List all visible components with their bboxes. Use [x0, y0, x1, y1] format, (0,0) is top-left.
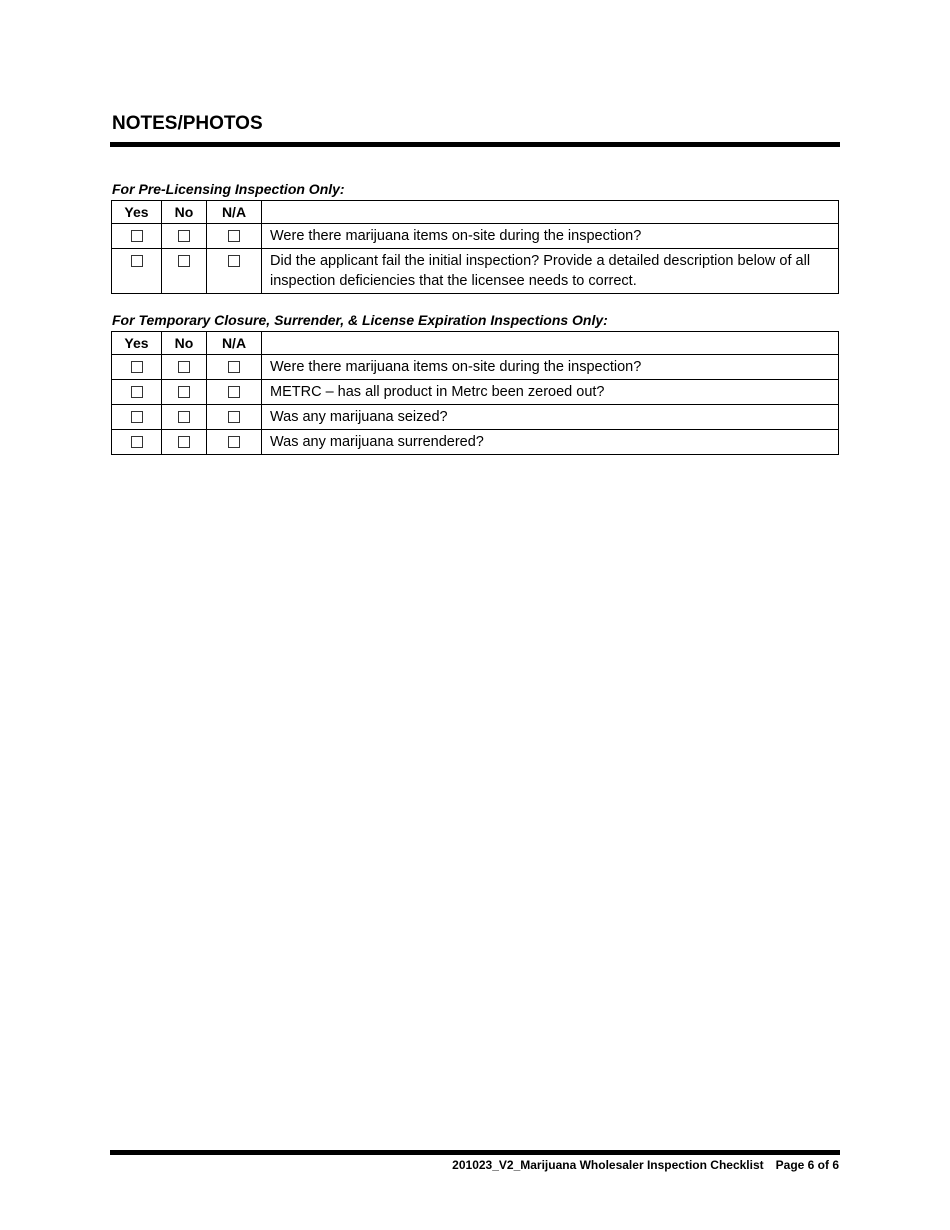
table-row: [112, 430, 839, 455]
column-header-question: [262, 201, 839, 224]
table-row: [112, 224, 839, 249]
pre-licensing-heading: For Pre-Licensing Inspection Only:: [112, 181, 345, 197]
column-header-yes: Yes: [112, 332, 162, 355]
table-row: [112, 249, 839, 294]
na-checkbox[interactable]: [228, 230, 240, 242]
no-checkbox[interactable]: [178, 386, 190, 398]
no-checkbox[interactable]: [178, 436, 190, 448]
footer-page-number: Page 6 of 6: [775, 1158, 839, 1172]
footer-document-id: 201023_V2_Marijuana Wholesaler Inspection Checklist: [452, 1158, 764, 1172]
column-header-yes: Yes: [112, 201, 162, 224]
footer-divider: [110, 1150, 840, 1155]
na-checkbox[interactable]: [228, 361, 240, 373]
column-header-na: N/A: [207, 201, 262, 224]
question-text: Did the applicant fail the initial inspection? Provide a detailed description below of all inspection deficiencies that the licensee needs to correct.: [262, 249, 839, 294]
yes-checkbox[interactable]: [131, 436, 143, 448]
no-checkbox[interactable]: [178, 361, 190, 373]
table-row: [112, 405, 839, 430]
yes-checkbox[interactable]: [131, 255, 143, 267]
no-checkbox[interactable]: [178, 230, 190, 242]
column-header-no: No: [162, 332, 207, 355]
title-divider: [110, 142, 840, 147]
temporary-closure-table: [111, 331, 839, 455]
column-header-no: No: [162, 201, 207, 224]
question-text: Were there marijuana items on-site during the inspection?: [262, 355, 839, 380]
yes-checkbox[interactable]: [131, 230, 143, 242]
question-text: METRC – has all product in Metrc been zeroed out?: [262, 380, 839, 405]
question-text: Were there marijuana items on-site during the inspection?: [262, 224, 839, 249]
column-header-na: N/A: [207, 332, 262, 355]
question-text: Was any marijuana seized?: [262, 405, 839, 430]
table-header-row: [112, 201, 839, 224]
page-footer: [452, 1158, 839, 1172]
yes-checkbox[interactable]: [131, 386, 143, 398]
page-title: NOTES/PHOTOS: [112, 113, 263, 134]
pre-licensing-table: [111, 200, 839, 294]
no-checkbox[interactable]: [178, 411, 190, 423]
na-checkbox[interactable]: [228, 255, 240, 267]
table-row: [112, 355, 839, 380]
yes-checkbox[interactable]: [131, 361, 143, 373]
temporary-closure-heading: For Temporary Closure, Surrender, & License Expiration Inspections Only:: [112, 312, 608, 328]
na-checkbox[interactable]: [228, 436, 240, 448]
table-row: [112, 380, 839, 405]
no-checkbox[interactable]: [178, 255, 190, 267]
na-checkbox[interactable]: [228, 411, 240, 423]
na-checkbox[interactable]: [228, 386, 240, 398]
question-text: Was any marijuana surrendered?: [262, 430, 839, 455]
table-header-row: [112, 332, 839, 355]
column-header-question: [262, 332, 839, 355]
yes-checkbox[interactable]: [131, 411, 143, 423]
